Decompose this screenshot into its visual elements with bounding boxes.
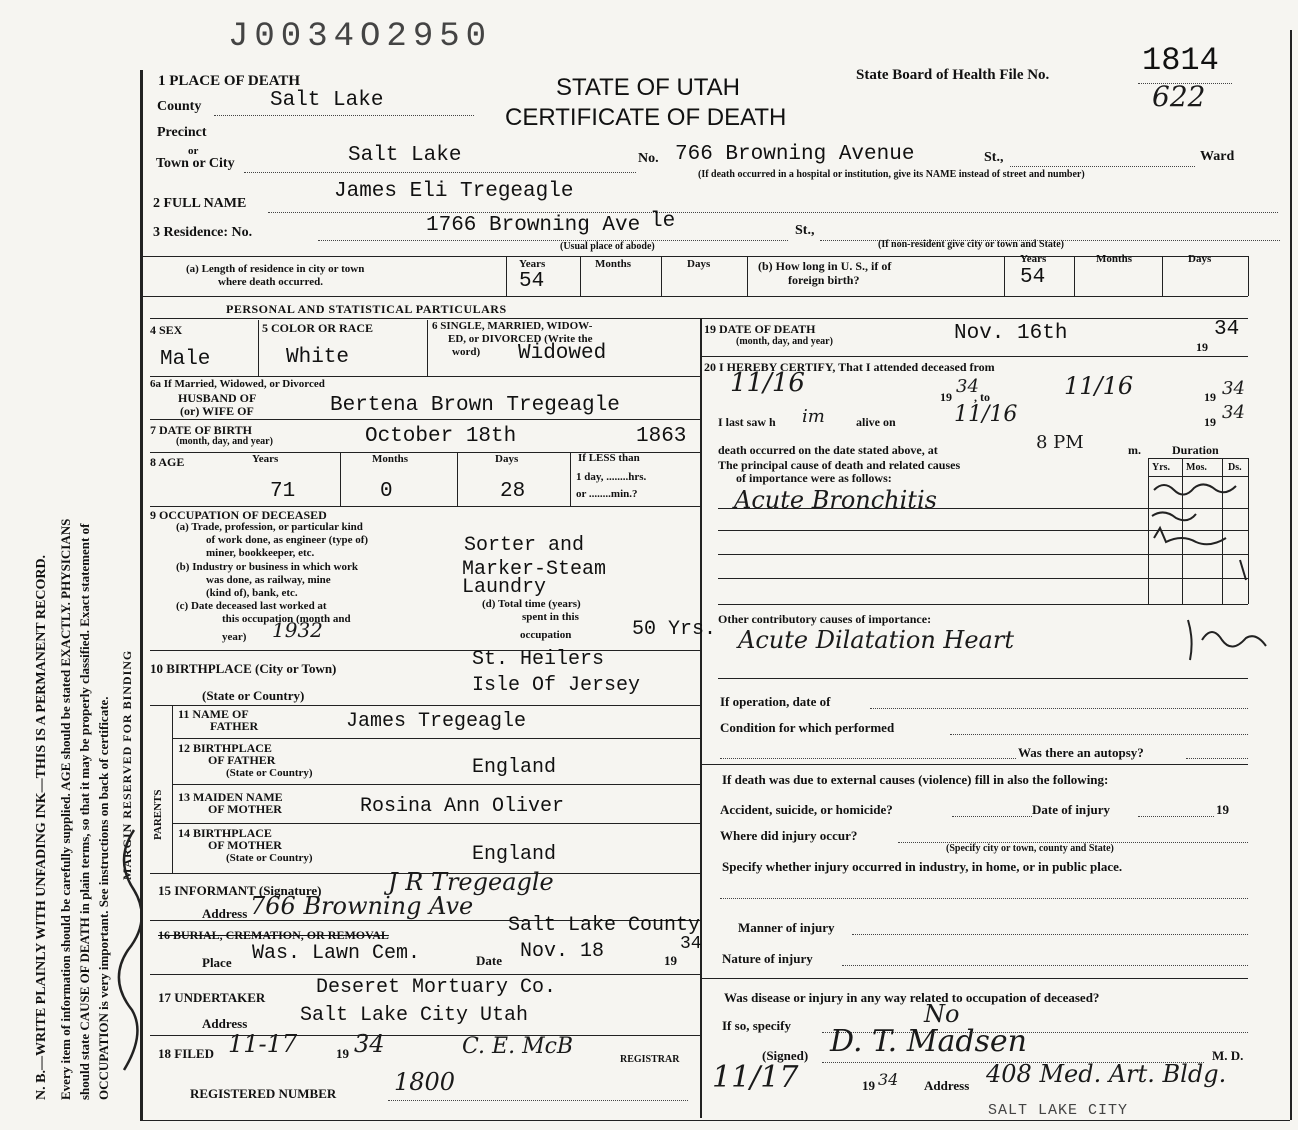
occupation-a-value: Sorter and bbox=[464, 534, 585, 557]
age-days-value: 28 bbox=[500, 480, 526, 503]
burial-place-label: Place bbox=[202, 955, 232, 970]
attend-to-year-prefix: 19 bbox=[1204, 390, 1216, 404]
age-less-b: 1 day, ........hrs. bbox=[576, 471, 647, 483]
spouse-label-c: (or) WIFE OF bbox=[180, 404, 254, 418]
where-note: (Specify city or town, county and State) bbox=[946, 843, 1114, 854]
residence-years-value: 54 bbox=[519, 270, 545, 293]
alive-year-value: 34 bbox=[1222, 402, 1245, 423]
county-label: County bbox=[157, 99, 202, 114]
color-value: White bbox=[286, 346, 350, 369]
dod-label-a: 19 DATE OF DEATH bbox=[704, 322, 816, 336]
nonresident-note: (If non-resident give city or town and State) bbox=[878, 239, 1065, 250]
mother-birth-label-a: 14 BIRTHPLACE bbox=[178, 826, 272, 840]
accident-label: Accident, suicide, or homicide? bbox=[720, 802, 893, 817]
occupation-label: 9 OCCUPATION OF DECEASED bbox=[150, 508, 327, 522]
attend-from-value: 11/16 bbox=[730, 368, 805, 398]
mother-birth-label-b: OF MOTHER bbox=[208, 838, 282, 852]
yrs-header: Yrs. bbox=[1152, 462, 1171, 473]
nature-label: Nature of injury bbox=[722, 951, 813, 966]
dob-label-b: (month, day, and year) bbox=[176, 436, 273, 447]
abode-note: (Usual place of abode) bbox=[560, 241, 655, 252]
precinct-label: Precinct bbox=[157, 125, 207, 140]
injury-year-prefix: 19 bbox=[1216, 802, 1229, 817]
sex-value: Male bbox=[160, 348, 211, 371]
parents-side-label: PARENTS bbox=[152, 789, 164, 840]
occupation-d-value: 50 Yrs. bbox=[632, 618, 717, 641]
color-label: 5 COLOR OR RACE bbox=[262, 321, 374, 335]
marital-label-c: word) bbox=[452, 346, 481, 358]
autopsy-label: Was there an autopsy? bbox=[1018, 745, 1144, 760]
sign-date-value: 11/17 bbox=[712, 1060, 799, 1095]
undertaker-label: 17 UNDERTAKER bbox=[158, 990, 266, 1005]
md-label: M. D. bbox=[1212, 1048, 1244, 1063]
file-number: 1814 bbox=[1142, 42, 1219, 79]
registered-number-value: 1800 bbox=[394, 1068, 456, 1096]
undertaker-address-label: Address bbox=[202, 1016, 248, 1031]
place-of-death-label: 1 PLACE OF DEATH bbox=[158, 73, 301, 89]
informant-address-label: Address bbox=[202, 906, 248, 921]
registrar-label: REGISTRAR bbox=[620, 1054, 680, 1065]
father-label-a: 11 NAME OF bbox=[178, 707, 249, 721]
death-address-value: 766 Browning Avenue bbox=[675, 143, 915, 166]
occupation-b3: (kind of), bank, etc. bbox=[206, 587, 298, 599]
mother-label-b: OF MOTHER bbox=[208, 802, 282, 816]
principal-label-a: The principal cause of death and related causes bbox=[718, 458, 961, 472]
age-less-a: If LESS than bbox=[578, 452, 640, 464]
us-months-header: Months bbox=[1096, 253, 1133, 265]
occurred-label: death occurred on the date stated above, at bbox=[718, 443, 938, 457]
town-value: Salt Lake bbox=[348, 144, 462, 167]
related-label: Was disease or injury in any way related to occupation of deceased? bbox=[724, 990, 1100, 1005]
serial-number: J0034O2950 bbox=[228, 18, 493, 56]
sign-year-value: 34 bbox=[878, 1070, 899, 1089]
margin-scribble bbox=[104, 820, 164, 1100]
related-value: No bbox=[924, 1000, 960, 1028]
informant-address-value: 766 Browning Ave bbox=[250, 892, 474, 920]
physician-address-value: 408 Med. Art. Bldg. bbox=[986, 1060, 1227, 1088]
filed-year-prefix: 19 bbox=[336, 1046, 349, 1061]
town-label: Town or City bbox=[156, 156, 235, 171]
last-saw-label: I last saw h bbox=[718, 415, 776, 429]
occupation-c-value: 1932 bbox=[272, 618, 323, 642]
years-header: Years bbox=[519, 258, 546, 270]
dod-value: Nov. 16th bbox=[954, 322, 1068, 345]
burial-value: Salt Lake County bbox=[508, 914, 701, 937]
ifso-label: If so, specify bbox=[722, 1018, 791, 1033]
certificate-title: CERTIFICATE OF DEATH bbox=[505, 104, 787, 131]
injury-date-label: Date of injury bbox=[1032, 802, 1110, 817]
spouse-value: Bertena Brown Tregeagle bbox=[330, 394, 620, 417]
mother-value: Rosina Ann Oliver bbox=[360, 795, 565, 818]
birthplace-state-value: Isle Of Jersey bbox=[472, 674, 641, 697]
external-label: If death was due to external causes (violence) fill in also the following: bbox=[722, 772, 1109, 787]
physician-address-label: Address bbox=[924, 1078, 970, 1093]
margin-reserved-label: MARGIN RESERVED FOR BINDING bbox=[120, 649, 134, 880]
where-label: Where did injury occur? bbox=[720, 828, 858, 843]
personal-header: PERSONAL AND STATISTICAL PARTICULARS bbox=[226, 302, 507, 316]
informant-signature: J R Tregeagle bbox=[388, 868, 554, 896]
st-label: St., bbox=[984, 150, 1004, 165]
duration-scribble bbox=[1148, 476, 1258, 586]
marital-value: Widowed bbox=[518, 342, 607, 365]
father-birth-value: England bbox=[472, 756, 557, 779]
mos-header: Mos. bbox=[1186, 462, 1207, 473]
residence-label: 3 Residence: No. bbox=[153, 225, 253, 240]
burial-year-prefix: 19 bbox=[664, 953, 677, 968]
occupation-d1: (d) Total time (years) bbox=[482, 598, 581, 610]
occupation-c2: this occupation (month and bbox=[222, 613, 351, 625]
registered-number-label: REGISTERED NUMBER bbox=[190, 1086, 337, 1101]
burial-date-value: Nov. 18 bbox=[520, 940, 605, 963]
undertaker-address-value: Salt Lake City Utah bbox=[300, 1004, 529, 1027]
mother-birth-value: England bbox=[472, 843, 557, 866]
occupation-d2: spent in this bbox=[522, 611, 579, 623]
age-days-header: Days bbox=[495, 453, 519, 465]
contributory-label: Other contributory causes of importance: bbox=[718, 612, 932, 626]
alive-on-value: 11/16 bbox=[954, 402, 1018, 427]
file-number-2: 622 bbox=[1152, 80, 1206, 113]
mother-birth-label-c: (State or Country) bbox=[226, 852, 313, 864]
marital-label-b: ED, or DIVORCED (Write the bbox=[448, 333, 593, 345]
specify-label: Specify whether injury occurred in industry, in home, or in public place. bbox=[722, 859, 1123, 874]
contributory-value: Acute Dilatation Heart bbox=[738, 626, 1014, 654]
m-label: m. bbox=[1128, 443, 1141, 457]
age-label: 8 AGE bbox=[150, 455, 185, 469]
contributory-duration-scribble bbox=[1180, 610, 1270, 670]
age-years-header: Years bbox=[252, 453, 279, 465]
full-name-label: 2 FULL NAME bbox=[153, 196, 247, 211]
father-birth-label-c: (State or Country) bbox=[226, 767, 313, 779]
mother-label-a: 13 MAIDEN NAME bbox=[178, 790, 283, 804]
age-months-header: Months bbox=[372, 453, 409, 465]
age-months-value: 0 bbox=[380, 480, 393, 503]
occupation-b1: (b) Industry or business in which work bbox=[176, 561, 358, 573]
principal-label-b: of importance were as follows: bbox=[736, 471, 892, 485]
burial-label: 16 BURIAL, CREMATION, OR REMOVAL bbox=[158, 928, 389, 942]
signed-label: (Signed) bbox=[762, 1048, 809, 1063]
age-years-value: 71 bbox=[270, 480, 296, 503]
street-no-label: No. bbox=[638, 151, 659, 166]
dob-value: October 18th bbox=[365, 425, 517, 448]
occupation-a3: miner, bookkeeper, etc. bbox=[206, 547, 315, 559]
residence-tail: le bbox=[650, 210, 676, 233]
condition-label: Condition for which performed bbox=[720, 720, 895, 735]
us-label-b: foreign birth? bbox=[788, 273, 860, 287]
residence-value: 1766 Browning Ave bbox=[426, 214, 641, 237]
attend-to-value: 11/16 bbox=[1064, 372, 1134, 400]
dob-year-value: 1863 bbox=[636, 425, 687, 448]
days-header: Days bbox=[687, 258, 711, 270]
hospital-note: (If death occurred in a hospital or institution, give its NAME instead of street and number) bbox=[698, 169, 1085, 180]
attend-to-label: , to bbox=[974, 390, 990, 404]
duration-label: Duration bbox=[1172, 443, 1219, 457]
alive-on-label: alive on bbox=[856, 415, 896, 429]
father-value: James Tregeagle bbox=[346, 710, 527, 733]
burial-year-value: 34 bbox=[680, 934, 702, 954]
marital-label-a: 6 SINGLE, MARRIED, WIDOW- bbox=[432, 320, 593, 332]
residence-st-label: St., bbox=[795, 223, 815, 238]
manner-label: Manner of injury bbox=[738, 920, 835, 935]
father-birth-label-a: 12 BIRTHPLACE bbox=[178, 741, 272, 755]
board-file-label: State Board of Health File No. bbox=[856, 67, 1050, 83]
father-label-b: FATHER bbox=[210, 719, 259, 733]
us-label-a: (b) How long in U. S., if of bbox=[758, 259, 892, 273]
attend-from-year-value: 34 bbox=[956, 376, 979, 397]
occupation-a1: (a) Trade, profession, or particular kind bbox=[176, 521, 363, 533]
father-birth-label-b: OF FATHER bbox=[208, 753, 276, 767]
months-header: Months bbox=[595, 258, 632, 270]
operation-label: If operation, date of bbox=[720, 694, 831, 709]
cause-of-death-value: Acute Bronchitis bbox=[734, 486, 937, 514]
burial-date-label: Date bbox=[476, 953, 502, 968]
full-name-value: James Eli Tregeagle bbox=[334, 180, 574, 203]
filed-date-value: 11-17 bbox=[228, 1030, 298, 1058]
birthplace-state-label: (State or Country) bbox=[202, 688, 305, 703]
death-time-value: 8 PM bbox=[1036, 432, 1084, 453]
margin-instruction-3: should state CAUSE OF DEATH in plain terms, so that it may be properly classified. Exact statement of bbox=[77, 523, 92, 1100]
ds-header: Ds. bbox=[1228, 462, 1242, 473]
dod-year-value: 34 bbox=[1214, 318, 1240, 341]
county-value: Salt Lake bbox=[270, 89, 384, 112]
margin-instruction-4: OCCUPATION is very important. See instructions on back of certificate. bbox=[96, 696, 111, 1100]
dod-year-prefix: 19 bbox=[1196, 340, 1208, 354]
us-days-header: Days bbox=[1188, 253, 1212, 265]
dob-label-a: 7 DATE OF BIRTH bbox=[150, 423, 252, 437]
occupation-c1: (c) Date deceased last worked at bbox=[176, 600, 327, 612]
spouse-label-a: 6a If Married, Widowed, or Divorced bbox=[150, 378, 325, 390]
occupation-c3: year) bbox=[222, 631, 247, 643]
dod-label-b: (month, day, and year) bbox=[736, 336, 833, 347]
informant-label: 15 INFORMANT (Signature) bbox=[158, 883, 322, 898]
birthplace-label: 10 BIRTHPLACE (City or Town) bbox=[150, 661, 337, 676]
footer-stamp: SALT LAKE CITY bbox=[988, 1102, 1129, 1119]
physician-signature: D. T. Madsen bbox=[830, 1024, 1028, 1059]
margin-instruction-2: Every item of information should be carefully supplied. AGE should be stated EXACTLY. PHYSICIANS bbox=[58, 518, 73, 1100]
filed-label: 18 FILED bbox=[158, 1046, 214, 1061]
occupation-b-value-2: Laundry bbox=[462, 576, 547, 599]
burial-place-value: Was. Lawn Cem. bbox=[252, 942, 421, 965]
undertaker-value: Deseret Mortuary Co. bbox=[316, 976, 557, 999]
occupation-b-value: Marker-Steam bbox=[462, 558, 607, 581]
ward-label: Ward bbox=[1200, 149, 1235, 164]
spouse-label-b: HUSBAND OF bbox=[178, 391, 257, 405]
sex-label: 4 SEX bbox=[150, 323, 183, 337]
occupation-d3: occupation bbox=[520, 629, 572, 641]
us-years-value: 54 bbox=[1020, 266, 1046, 289]
sign-year-prefix: 19 bbox=[862, 1078, 875, 1093]
attend-to-year-value: 34 bbox=[1222, 378, 1245, 399]
or-label: or bbox=[188, 145, 199, 157]
alive-year-prefix: 19 bbox=[1204, 415, 1216, 429]
length-label-a: (a) Length of residence in city or town bbox=[186, 263, 365, 275]
state-title: STATE OF UTAH bbox=[556, 74, 740, 101]
birthplace-city-value: St. Heilers bbox=[472, 648, 605, 671]
margin-instruction-1: N. B.—WRITE PLAINLY WITH UNFADING INK—THIS IS A PERMANENT RECORD. bbox=[34, 554, 49, 1100]
occupation-b2: was done, as railway, mine bbox=[206, 574, 331, 586]
us-years-header: Years bbox=[1020, 253, 1047, 265]
last-saw-him: im bbox=[802, 406, 825, 427]
registrar-signature: C. E. McB bbox=[462, 1034, 574, 1059]
filed-year-value: 34 bbox=[354, 1030, 385, 1058]
occupation-a2: of work done, as engineer (type of) bbox=[206, 534, 369, 546]
age-less-c: or ........min.? bbox=[576, 488, 638, 500]
certify-label: 20 I HEREBY CERTIFY, That I attended deceased from bbox=[704, 360, 995, 374]
attend-from-year-prefix: 19 bbox=[940, 390, 952, 404]
length-label-b: where death occurred. bbox=[218, 276, 323, 288]
